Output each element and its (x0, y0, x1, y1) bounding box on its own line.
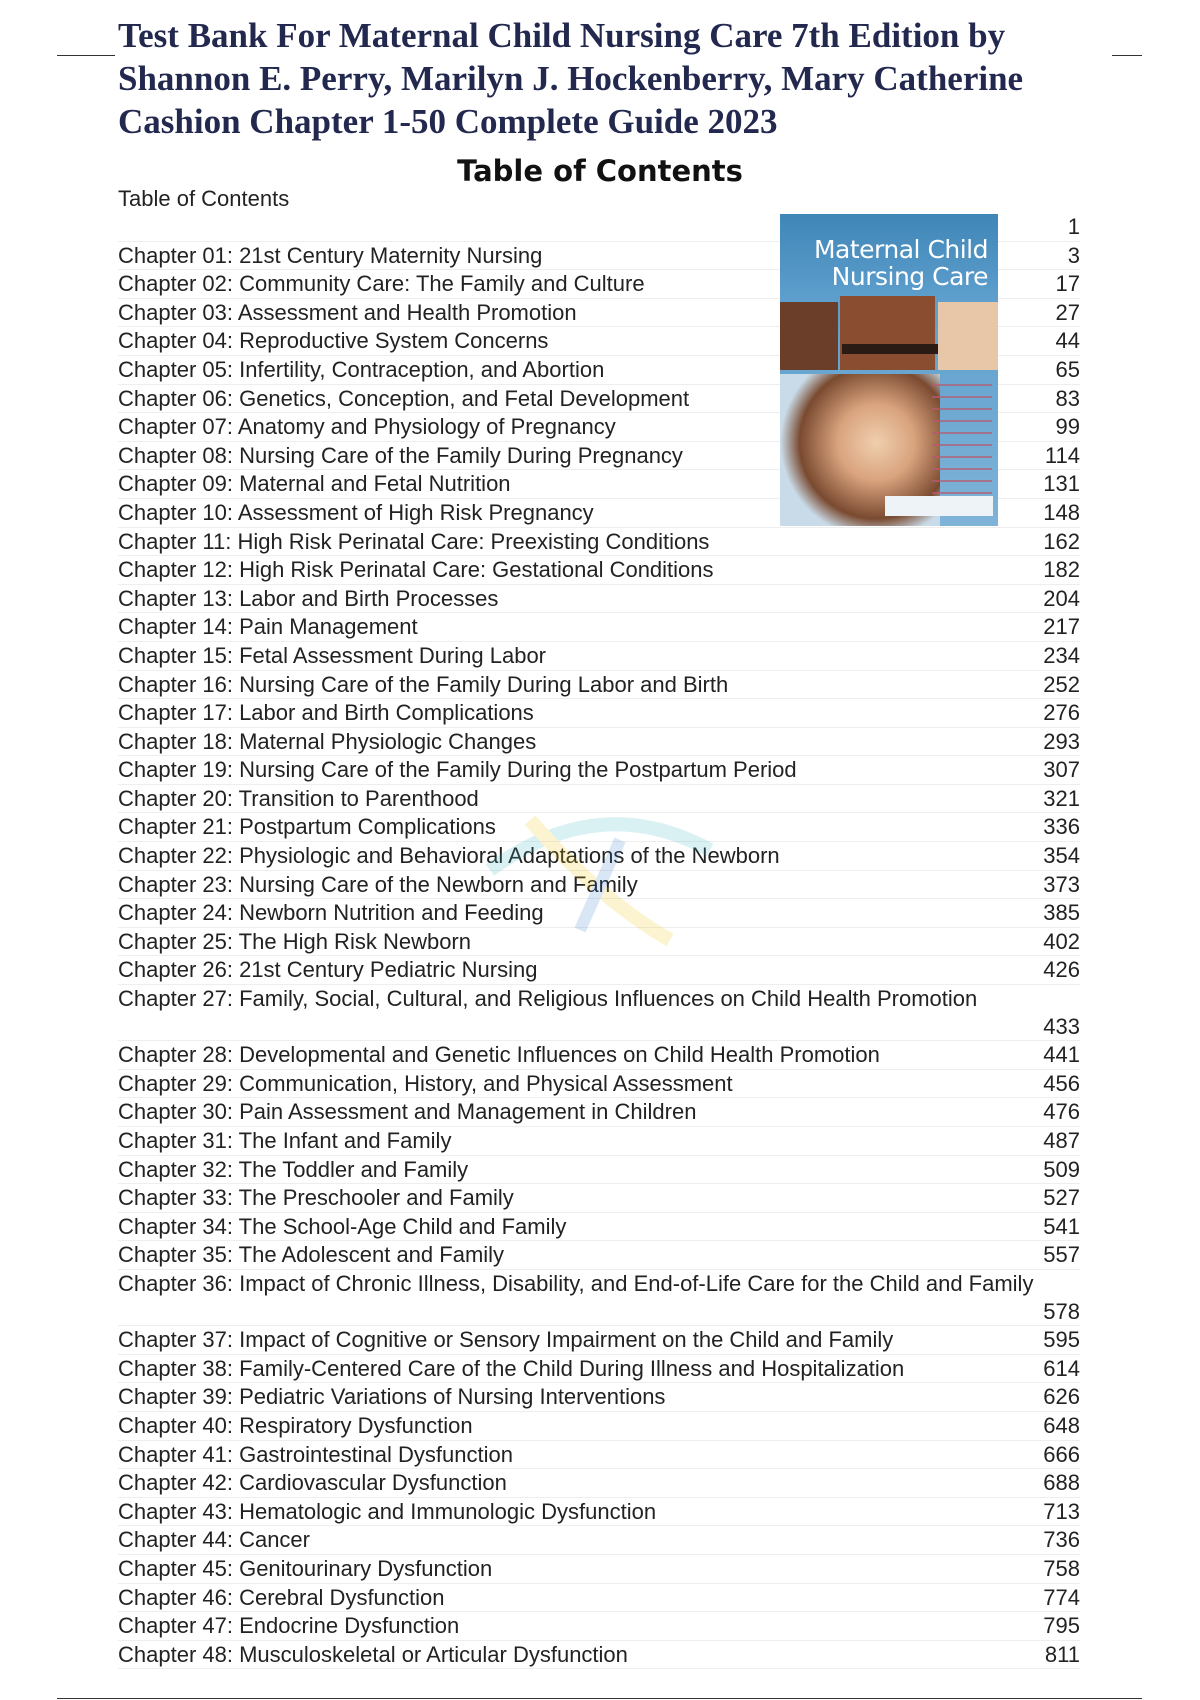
toc-row (118, 613, 1080, 642)
toc-row (118, 1526, 1080, 1555)
chapter-title: Chapter 47: Endocrine Dysfunction (118, 1613, 460, 1639)
chapter-page-number: 509 (1043, 1156, 1080, 1182)
book-cover-image (780, 214, 998, 526)
chapter-title: Chapter 07: Anatomy and Physiology of Pregnancy (118, 414, 616, 440)
chapter-page-number: 527 (1043, 1185, 1080, 1211)
chapter-page-number: 252 (1043, 671, 1080, 697)
chapter-title: Chapter 12: High Risk Perinatal Care: Gestational Conditions (118, 557, 714, 583)
chapter-title: Chapter 36: Impact of Chronic Illness, Disability, and End-of-Life Care for the Child and Family (118, 1270, 1034, 1296)
chapter-page-number: 811 (1044, 1641, 1080, 1667)
toc-row (118, 1127, 1080, 1156)
chapter-title: Chapter 10: Assessment of High Risk Pregnancy (118, 499, 594, 525)
chapter-title: Chapter 25: The High Risk Newborn (118, 928, 471, 954)
chapter-page-number: 293 (1043, 728, 1080, 754)
toc-row (118, 1469, 1080, 1498)
chapter-title: Chapter 46: Cerebral Dysfunction (118, 1584, 445, 1610)
chapter-page-number: 795 (1043, 1613, 1080, 1639)
chapter-title: Chapter 43: Hematologic and Immunologic Dysfunction (118, 1498, 657, 1524)
chapter-page-number: 758 (1043, 1555, 1080, 1581)
chapter-page-number: 44 (1055, 328, 1080, 354)
chapter-title: Chapter 17: Labor and Birth Complications (118, 700, 534, 726)
chapter-page-number: 578 (1043, 1298, 1080, 1324)
document-title: Test Bank For Maternal Child Nursing Care 7th Edition by Shannon E. Perry, Marilyn J. Hockenberry, Mary Catherine Cashion Chapter 1-50 Complete Guide 2023 (118, 16, 1024, 141)
chapter-page-number: 666 (1043, 1441, 1080, 1467)
chapter-page-number: 217 (1043, 614, 1080, 640)
chapter-title: Chapter 06: Genetics, Conception, and Fetal Development (118, 385, 690, 411)
chapter-page-number: 626 (1043, 1384, 1080, 1410)
chapter-title: Chapter 13: Labor and Birth Processes (118, 585, 499, 611)
chapter-page-number: 83 (1055, 385, 1080, 411)
chapter-title: Chapter 38: Family-Centered Care of the Child During Illness and Hospitalization (118, 1355, 905, 1381)
bottom-rule (57, 1698, 1142, 1699)
chapter-page-number: 182 (1043, 557, 1080, 583)
cover-title-line2: Nursing Care (831, 262, 988, 291)
toc-row (118, 1156, 1080, 1185)
chapter-title: Chapter 21: Postpartum Complications (118, 814, 496, 840)
chapter-title: Chapter 34: The School-Age Child and Family (118, 1213, 567, 1239)
chapter-title: Chapter 42: Cardiovascular Dysfunction (118, 1470, 507, 1496)
toc-row (118, 1070, 1080, 1099)
chapter-title: Chapter 28: Developmental and Genetic Influences on Child Health Promotion (118, 1042, 880, 1068)
toc-row (118, 1270, 1080, 1326)
toc-row (118, 671, 1080, 700)
chapter-page-number: 456 (1043, 1070, 1080, 1096)
chapter-title: Chapter 23: Nursing Care of the Newborn and Family (118, 871, 638, 897)
chapter-title: Chapter 35: The Adolescent and Family (118, 1242, 505, 1268)
chapter-title: Chapter 41: Gastrointestinal Dysfunction (118, 1441, 513, 1467)
chapter-title: Chapter 16: Nursing Care of the Family During Labor and Birth (118, 671, 729, 697)
chapter-page-number: 648 (1043, 1412, 1080, 1438)
chapter-page-number: 426 (1043, 957, 1080, 983)
chapter-page-number: 65 (1055, 356, 1080, 382)
toc-row (118, 985, 1080, 1041)
chapter-title: Chapter 40: Respiratory Dysfunction (118, 1412, 473, 1438)
chapter-page-number: 373 (1043, 871, 1080, 897)
chapter-page-number: 688 (1043, 1470, 1080, 1496)
toc-row (118, 956, 1080, 985)
toc-row (118, 585, 1080, 614)
chapter-title: Chapter 31: The Infant and Family (118, 1128, 452, 1153)
chapter-title: Chapter 02: Community Care: The Family and Culture (118, 271, 645, 297)
toc-row (118, 642, 1080, 671)
toc-row (118, 1441, 1080, 1470)
chapter-page-number: 234 (1043, 642, 1080, 668)
chapter-title: Chapter 11: High Risk Perinatal Care: Preexisting Conditions (118, 528, 710, 554)
chapter-title: Chapter 24: Newborn Nutrition and Feeding (118, 900, 544, 926)
toc-subheading: Table of Contents (118, 186, 290, 211)
chapter-page-number: 557 (1043, 1242, 1080, 1268)
toc-row (118, 1355, 1080, 1384)
chapter-page-number: 17 (1055, 271, 1080, 297)
chapter-title: Chapter 33: The Preschooler and Family (118, 1185, 514, 1211)
chapter-title: Chapter 14: Pain Management (118, 614, 418, 640)
chapter-page-number: 307 (1043, 757, 1080, 783)
chapter-title: Chapter 05: Infertility, Contraception, and Abortion (118, 356, 605, 382)
toc-row (118, 528, 1080, 557)
chapter-title: Chapter 08: Nursing Care of the Family During Pregnancy (118, 442, 683, 468)
toc-row (118, 1555, 1080, 1584)
chapter-page-number: 131 (1043, 471, 1080, 497)
watermark-logo (470, 780, 730, 950)
chapter-title: Chapter 44: Cancer (118, 1527, 310, 1553)
chapter-page-number: 321 (1043, 785, 1080, 811)
chapter-page-number: 276 (1043, 700, 1080, 726)
toc-row (118, 1241, 1080, 1270)
toc-row (118, 1612, 1080, 1641)
chapter-title: Chapter 48: Musculoskeletal or Articular Dysfunction (118, 1641, 628, 1667)
chapter-page-number: 354 (1043, 843, 1080, 869)
chapter-title: Chapter 01: 21st Century Maternity Nursing (118, 242, 543, 268)
chapter-title: Chapter 19: Nursing Care of the Family During the Postpartum Period (118, 757, 797, 783)
cover-photo-baby (938, 302, 998, 370)
chapter-title: Chapter 22: Physiologic and Behavioral Adaptations of the Newborn (118, 843, 780, 869)
chapter-page-number: 433 (1043, 1013, 1080, 1039)
cover-publisher-logo (885, 496, 993, 516)
chapter-page-number: 736 (1043, 1527, 1080, 1553)
chapter-page-number: 99 (1055, 414, 1080, 440)
chapter-page-number: 336 (1043, 814, 1080, 840)
chapter-title: Chapter 37: Impact of Cognitive or Sensory Impairment on the Child and Family (118, 1327, 894, 1353)
toc-row (118, 1641, 1080, 1670)
toc-row (118, 1584, 1080, 1613)
toc-row (118, 728, 1080, 757)
chapter-title: Chapter 09: Maternal and Fetal Nutrition (118, 471, 511, 497)
top-rule-left (57, 55, 115, 56)
chapter-page-number: 114 (1044, 442, 1080, 468)
chapter-title: Chapter 30: Pain Assessment and Management in Children (118, 1099, 697, 1125)
toc-row (118, 1383, 1080, 1412)
cover-photo-pregnant (840, 296, 935, 370)
toc-row (118, 1184, 1080, 1213)
chapter-page-number: 148 (1043, 499, 1080, 525)
chapter-title: Chapter 29: Communication, History, and Physical Assessment (118, 1070, 733, 1096)
chapter-page-number: 713 (1043, 1498, 1080, 1524)
chapter-page-number: 614 (1043, 1355, 1080, 1381)
chapter-page-number: 3 (1067, 242, 1080, 268)
toc-row (118, 1498, 1080, 1527)
toc-row (118, 699, 1080, 728)
chapter-title: Chapter 04: Reproductive System Concerns (118, 328, 549, 354)
chapter-title: Chapter 45: Genitourinary Dysfunction (118, 1555, 493, 1581)
chapter-title: Chapter 39: Pediatric Variations of Nursing Interventions (118, 1384, 666, 1410)
cover-edition-band (842, 344, 938, 354)
toc-row (118, 1213, 1080, 1242)
toc-row (118, 1041, 1080, 1070)
chapter-page-number: 487 (1043, 1128, 1080, 1153)
chapter-page-number: 385 (1043, 900, 1080, 926)
toc-row (118, 1098, 1080, 1127)
chapter-title: Chapter 26: 21st Century Pediatric Nursing (118, 957, 538, 983)
chapter-page-number: 441 (1043, 1042, 1080, 1068)
cover-photo-child (780, 302, 838, 370)
chapter-page-number: 541 (1043, 1213, 1080, 1239)
chapter-title: Chapter 27: Family, Social, Cultural, and Religious Influences on Child Health Promotion (118, 986, 978, 1012)
chapter-page-number: 774 (1043, 1584, 1080, 1610)
chapter-title: Chapter 18: Maternal Physiologic Changes (118, 728, 537, 754)
chapter-title: Chapter 15: Fetal Assessment During Labor (118, 642, 547, 668)
chapter-title: Chapter 32: The Toddler and Family (118, 1156, 469, 1182)
chapter-title: Chapter 03: Assessment and Health Promotion (118, 299, 577, 325)
cover-author-names (932, 384, 992, 504)
cover-title (814, 236, 988, 290)
chapter-page-number: 402 (1043, 928, 1080, 954)
toc-row (118, 1326, 1080, 1355)
toc-row (118, 1412, 1080, 1441)
chapter-page-number: 162 (1043, 528, 1080, 554)
chapter-title: Chapter 20: Transition to Parenthood (118, 785, 479, 811)
toc-page-number: 1 (1067, 214, 1080, 239)
toc-row (118, 556, 1080, 585)
cover-title-line1: Maternal Child (813, 235, 988, 264)
chapter-page-number: 595 (1043, 1327, 1080, 1353)
toc-heading: Table of Contents (457, 154, 743, 188)
chapter-page-number: 204 (1043, 585, 1080, 611)
chapter-page-number: 27 (1055, 299, 1080, 325)
chapter-page-number: 476 (1043, 1099, 1080, 1125)
